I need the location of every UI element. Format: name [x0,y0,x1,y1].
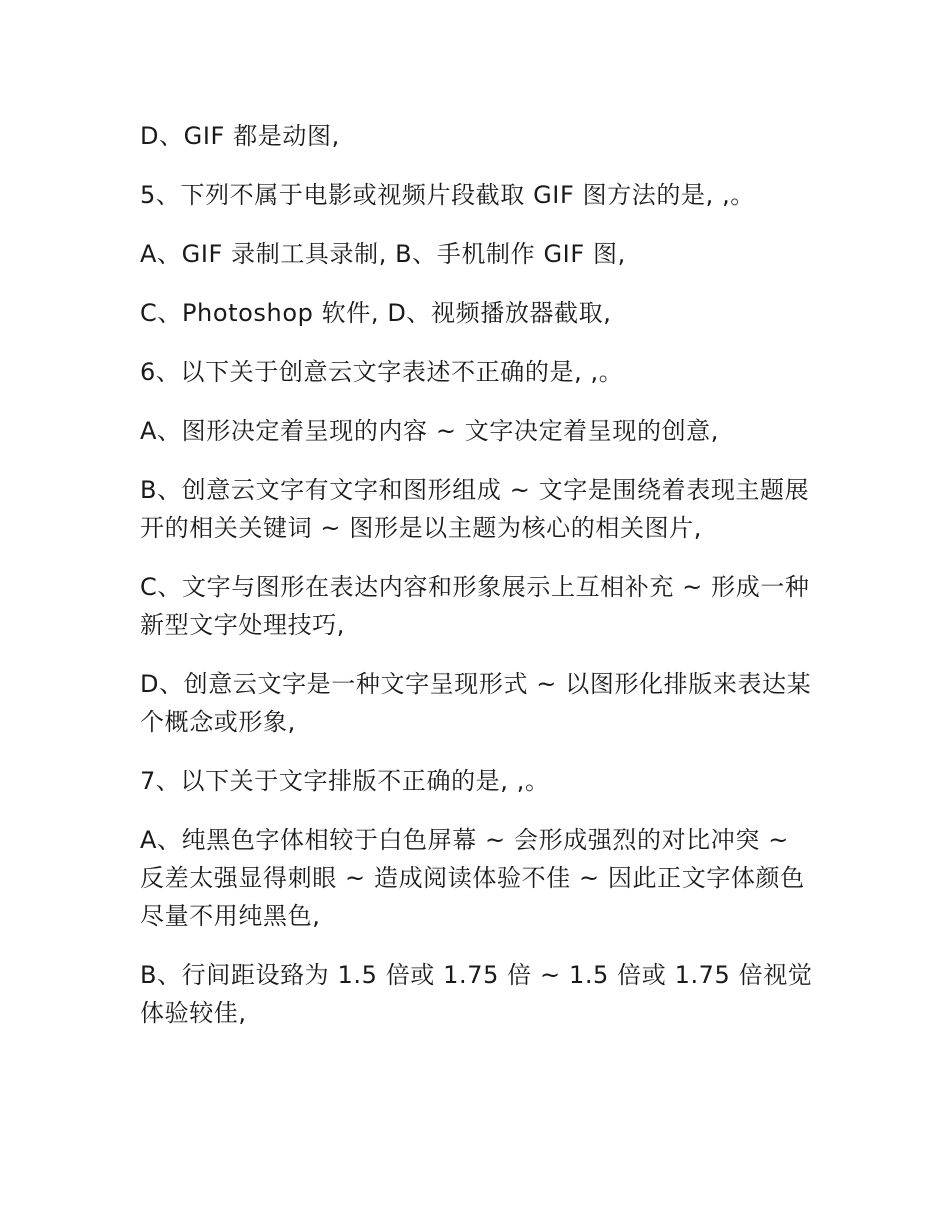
question-5: 5、下列不属于电影或视频片段截取 GIF 图方法的是, ,。 [140,181,755,209]
question-7: 7、以下关于文字排版不正确的是, ,。 [140,767,550,795]
options-cd-q5: C、Photoshop 软件, D、视频播放器截取, [140,299,612,327]
option-d-q4: D、GIF 都是动图, [140,122,340,150]
option-b-q6: B、创意云文字有文字和图形组成 ~ 文字是围绕着表现主题展开的相关关键词 ~ 图形是以主题为核心的相关图片, [140,476,810,542]
document-body [140,117,820,1053]
option-a-q7: A、纯黑色字体相较于白色屏幕 ~ 会形成强烈的对比冲突 ~ 反差太强显得刺眼 ~ 造成阅读体验不佳 ~ 因此正文字体颜色尽量不用纯黑色, [140,826,805,930]
question-6: 6、以下关于创意云文字表述不正确的是, ,。 [140,358,624,386]
option-a-q6: A、图形决定着呈现的内容 ~ 文字决定着呈现的创意, [140,417,720,445]
option-c-q6: C、文字与图形在表达内容和形象展示上互相补充 ~ 形成一种新型文字处理技巧, [140,573,810,639]
option-b-q7: B、行间距设臵为 1.5 倍或 1.75 倍 ~ 1.5 倍或 1.75 倍视觉体验较佳, [140,961,813,1027]
option-d-q6: D、创意云文字是一种文字呈现形式 ~ 以图形化排版来表达某个概念或形象, [140,670,812,736]
options-ab-q5: A、GIF 录制工具录制, B、手机制作 GIF 图, [140,240,626,268]
